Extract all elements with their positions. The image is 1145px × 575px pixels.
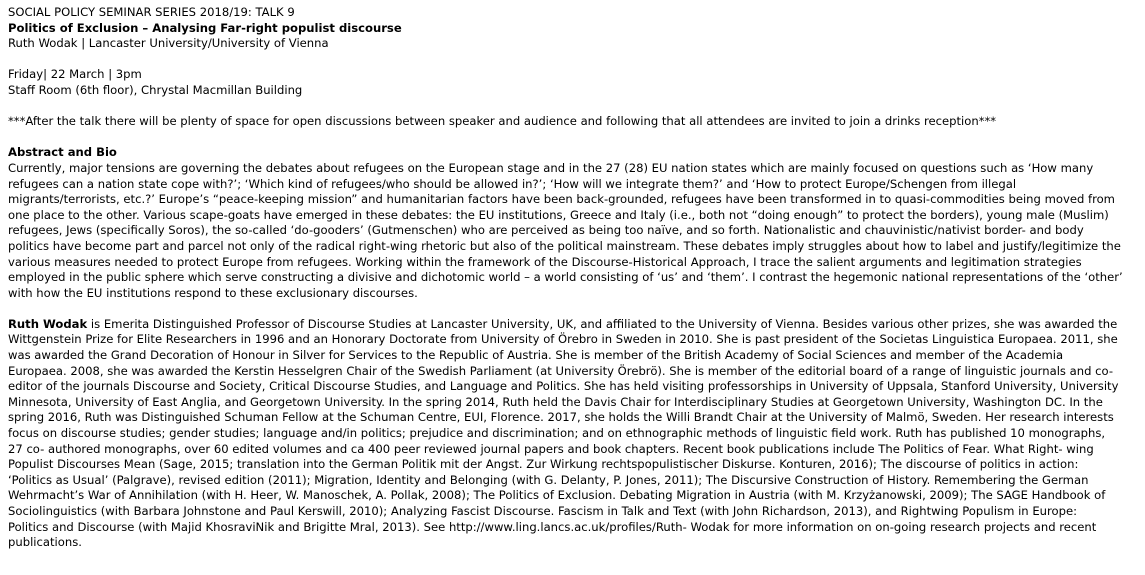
bio-line: editor of the journals Discourse and Society, Critical Discourse Studies, and Language and Politics. She has held visiting professorships in University of Uppsala, Stanford University, University (8, 379, 1119, 394)
bio-first-line-text: is Emerita Distinguished Professor of Discourse Studies at Lancaster University, UK, and affiliated to the University of Vienna. Besides various other prizes, she was awarded the (87, 316, 1118, 331)
abstract-line: refugees, Jews (specifically Soros), the so-called ‘do-gooders’ (Gutmenschen) who are perceived as being too naïve, and so forth. Nationalistic and chauvinistic/nativist border- and body (8, 223, 1084, 238)
bio-line: publications. (8, 535, 82, 550)
series-line: SOCIAL POLICY SEMINAR SERIES 2018/19: TALK 9 (8, 5, 295, 19)
bio-line: Minnesota, University of East Anglia, and Georgetown University. In the spring 2014, Ruth held the Davis Chair for Interdisciplinary Studies at Georgetown University, Washington DC. In the (8, 394, 1103, 409)
event-venue: Staff Room (6th floor), Chrystal Macmillan Building (8, 82, 303, 97)
spacer (8, 130, 1137, 146)
abstract-line: one place to the other. Various scape-goats have emerged in these debates: the EU institutions, Greece and Italy (i.e., both not “doing enough” to protect the borders), young male (Muslim) (8, 207, 1109, 222)
bio-line: Politics and Discourse (with Majid KhosraviNik and Brigitte Mral, 2013). See http://www.ling.lancs.ac.uk/profiles/Ruth- Wodak for more information on on-going research projects and recent (8, 519, 1097, 534)
bio-line: Wittgenstein Prize for Elite Researchers in 1996 and an Honorary Doctorate from University of Örebro in Sweden in 2010. She is past president of the Societas Linguistica Europaea. 2011, she (8, 332, 1118, 347)
abstract-heading: Abstract and Bio (8, 145, 117, 160)
bio-line: 27 co- authored monographs, over 60 edited volumes and ca 400 peer reviewed journal papers and book chapters. Recent book publications include The Politics of Fear. What Right- wing (8, 441, 1094, 456)
spacer (8, 99, 1137, 115)
bio-line: was awarded the Grand Decoration of Honour in Silver for Services to the Republic of Austria. She is member of the British Academy of Social Sciences and member of the Academia (8, 348, 1064, 363)
bio-line: Europaea. 2008, she was awarded the Kerstin Hesselgren Chair of the Swedish Parliament (at University Örebrö). She is member of the editorial board of a range of linguistic journals and co- (8, 363, 1114, 378)
bio-line: Populist Discourses Mean (Sage, 2015; translation into the German Politik mit der Angst. Zur Wirkung rechtspopulistischer Diskurse. Konturen, 2016); The discourse of politics in action: (8, 457, 1079, 472)
reception-note: ***After the talk there will be plenty of space for open discussions between speaker and audience and following that all attendees are invited to join a drinks reception*** (8, 114, 997, 129)
abstract-line: employed in the public sphere which serve constructing a divisive and dichotomic world – a world consisting of ‘us’ and ‘them’. I contrast the hegemonic national representations of the ‘other’ (8, 270, 1123, 285)
abstract-line: Currently, major tensions are governing the debates about refugees on the European stage and in the 27 (28) EU nation states which are mainly focused on questions such as ‘How many (8, 160, 1094, 175)
abstract-line: with how the EU institutions respond to these exclusionary discourses. (8, 285, 418, 300)
header (8, 5, 1137, 52)
spacer (8, 52, 1137, 68)
bio-line: Wehrmacht’s War of Annihilation (with H. Heer, W. Manoschek, A. Pollak, 2008); The Politics of Exclusion. Debating Migration in Austria (with M. Krzyżanowski, 2009); The SAGE Handbook of (8, 488, 1106, 503)
abstract-line: politics have become part and parcel not only of the radical right-wing rhetoric but also of the political mainstream. These debates imply struggles about how to label and justify/legitimize the (8, 238, 1121, 253)
bio-first-line (8, 317, 1137, 333)
abstract-line: refugees can a nation state cope with?’; ‘Which kind of refugees/who should be allowed in?’; ‘How will we integrate them?’ and ‘How to protect Europe/Schengen from illegal (8, 176, 1017, 191)
bio-line: Sociolinguistics (with Barbara Johnstone and Paul Kerswill, 2010); Analyzing Fascist Discourse. Fascism in Talk and Text (with John Richardson, 2013), and Rightwing Populism in Europe: (8, 504, 1077, 518)
spacer (8, 301, 1137, 317)
event-date: Friday| 22 March | 3pm (8, 67, 142, 82)
speaker-line: Ruth Wodak | Lancaster University/University of Vienna (8, 36, 329, 51)
bio-section (8, 317, 1137, 551)
abstract-line: migrants/terrorists, etc.?’ Europe’s “peace-keeping mission” and humanitarian factors have been back-grounded, refugees have been transformed in to quasi-commodities being moved from (8, 192, 1115, 207)
bio-line: ‘Politics as Usual’ (Palgrave), revised edition (2011); Migration, Identity and Belonging (with G. Delanty, P. Jones, 2011); The Discursive Construction of History. Remembering the German (8, 472, 1089, 487)
abstract-line: various measures needed to protect Europe from refugees. Working within the framework of the Discourse-Historical Approach, I trace the salient arguments and legitimation strategies (8, 254, 1082, 269)
bio-name: Ruth Wodak (8, 316, 88, 331)
talk-title: Politics of Exclusion – Analysing Far-right populist discourse (8, 20, 402, 35)
bio-line: focus on discourse studies; gender studies; language and/in politics; prejudice and discrimination; and on ethnographic methods of linguistic field work. Ruth has published 10 monographs, (8, 426, 1106, 441)
event-details (8, 67, 1137, 98)
bio-line: spring 2016, Ruth was Distinguished Schuman Fellow at the Schuman Centre, EUI, Florence. 2017, she holds the Willi Brandt Chair at the University of Malmö, Sweden. Her research interests (8, 410, 1114, 425)
abstract-section (8, 145, 1137, 301)
